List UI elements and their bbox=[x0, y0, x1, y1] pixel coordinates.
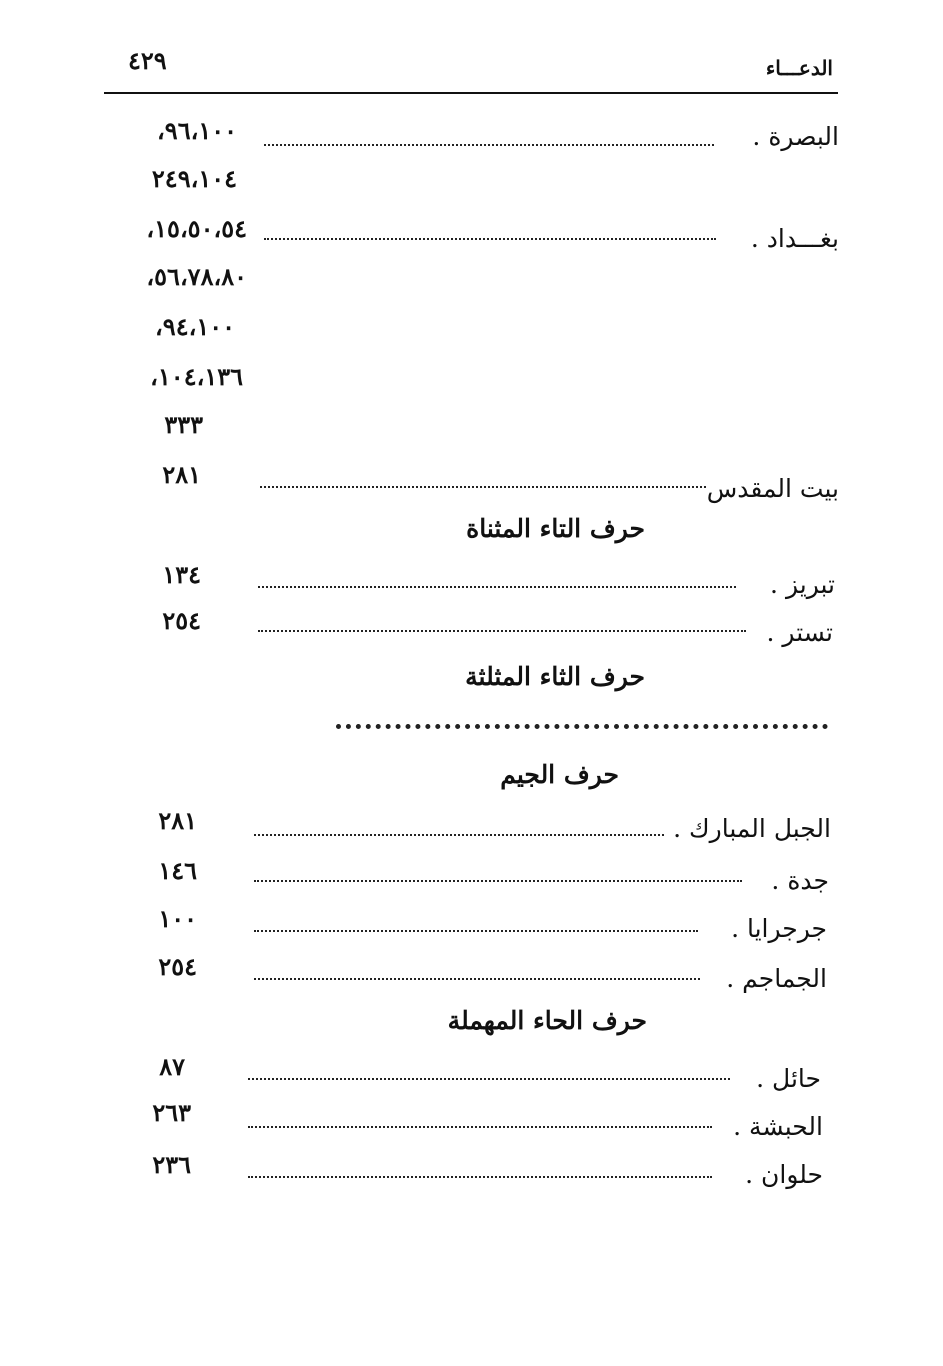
entry-page-numbers: ٢٤٩،١٠٤ bbox=[151, 164, 237, 193]
entry-name-bayt-al-maqdis: بيت المقدس bbox=[706, 474, 839, 503]
entry-page-numbers: ٢٨١ bbox=[162, 460, 201, 489]
entry-name-baghdad: بغـــداد . bbox=[750, 224, 839, 253]
section-heading-jeem: حرف الجيم bbox=[500, 760, 619, 789]
dot-leader bbox=[248, 1078, 730, 1080]
entry-name-jeddah: جدة . bbox=[771, 866, 829, 895]
dot-leader bbox=[248, 1176, 712, 1178]
entry-page-numbers: ١٣٤ bbox=[162, 560, 201, 589]
dot-leader bbox=[254, 834, 664, 836]
dot-leader bbox=[254, 930, 698, 932]
dot-leader bbox=[264, 238, 716, 240]
dot-leader bbox=[258, 630, 746, 632]
header-rule bbox=[104, 92, 838, 94]
entry-page-numbers: ٢٥٤ bbox=[158, 952, 197, 981]
dot-leader bbox=[254, 978, 700, 980]
dot-leader bbox=[264, 144, 714, 146]
entry-page-numbers: ٣٣٣ bbox=[164, 410, 203, 439]
entry-page-numbers: ٢٥٤ bbox=[162, 606, 201, 635]
section-heading-taa: حرف التاء المثناة bbox=[466, 514, 645, 543]
entry-page-numbers: ٩٤،١٠٠، bbox=[155, 312, 235, 341]
entry-name-tabriz: تبريز . bbox=[770, 570, 835, 599]
section-heading-thaa: حرف الثاء المثلثة bbox=[465, 662, 645, 691]
entry-name-al-habasha: الحبشة . bbox=[733, 1112, 823, 1141]
dot-leader bbox=[260, 486, 706, 488]
entry-page-numbers: ٢٣٦ bbox=[152, 1150, 191, 1179]
entry-name-al-jamajim: الجماجم . bbox=[726, 964, 827, 993]
entry-page-numbers: ٢٨١ bbox=[158, 806, 197, 835]
page-number: ٤٢٩ bbox=[128, 46, 167, 75]
entry-name-hail: حائل . bbox=[756, 1064, 821, 1093]
dot-leader bbox=[248, 1126, 712, 1128]
empty-section-dots bbox=[336, 724, 828, 729]
entry-page-numbers: ١٤٦ bbox=[158, 856, 197, 885]
entry-page-numbers: ٥٦،٧٨،٨٠، bbox=[146, 262, 247, 291]
entry-name-hulwan: حلوان . bbox=[745, 1160, 823, 1189]
entry-page-numbers: ١٠٤،١٣٦، bbox=[150, 362, 243, 391]
running-header-title: الدعـــاء bbox=[765, 56, 833, 80]
entry-page-numbers: ٢٦٣ bbox=[152, 1098, 191, 1127]
entry-name-jarjaraya: جرجرايا . bbox=[731, 914, 827, 943]
entry-page-numbers: ١٥،٥٠،٥٤، bbox=[146, 214, 247, 243]
dot-leader bbox=[254, 880, 742, 882]
entry-page-numbers: ١٠٠ bbox=[158, 904, 197, 933]
entry-page-numbers: ٨٧ bbox=[159, 1052, 185, 1081]
entry-page-numbers: ٩٦،١٠٠، bbox=[157, 116, 237, 145]
dot-leader bbox=[258, 586, 736, 588]
entry-name-tustar: تستر . bbox=[766, 618, 833, 647]
entry-name-basra: البصرة . bbox=[752, 122, 839, 151]
section-heading-haa: حرف الحاء المهملة bbox=[447, 1006, 647, 1035]
entry-name-al-jabal-al-mubarak: الجبل المبارك . bbox=[673, 814, 831, 843]
